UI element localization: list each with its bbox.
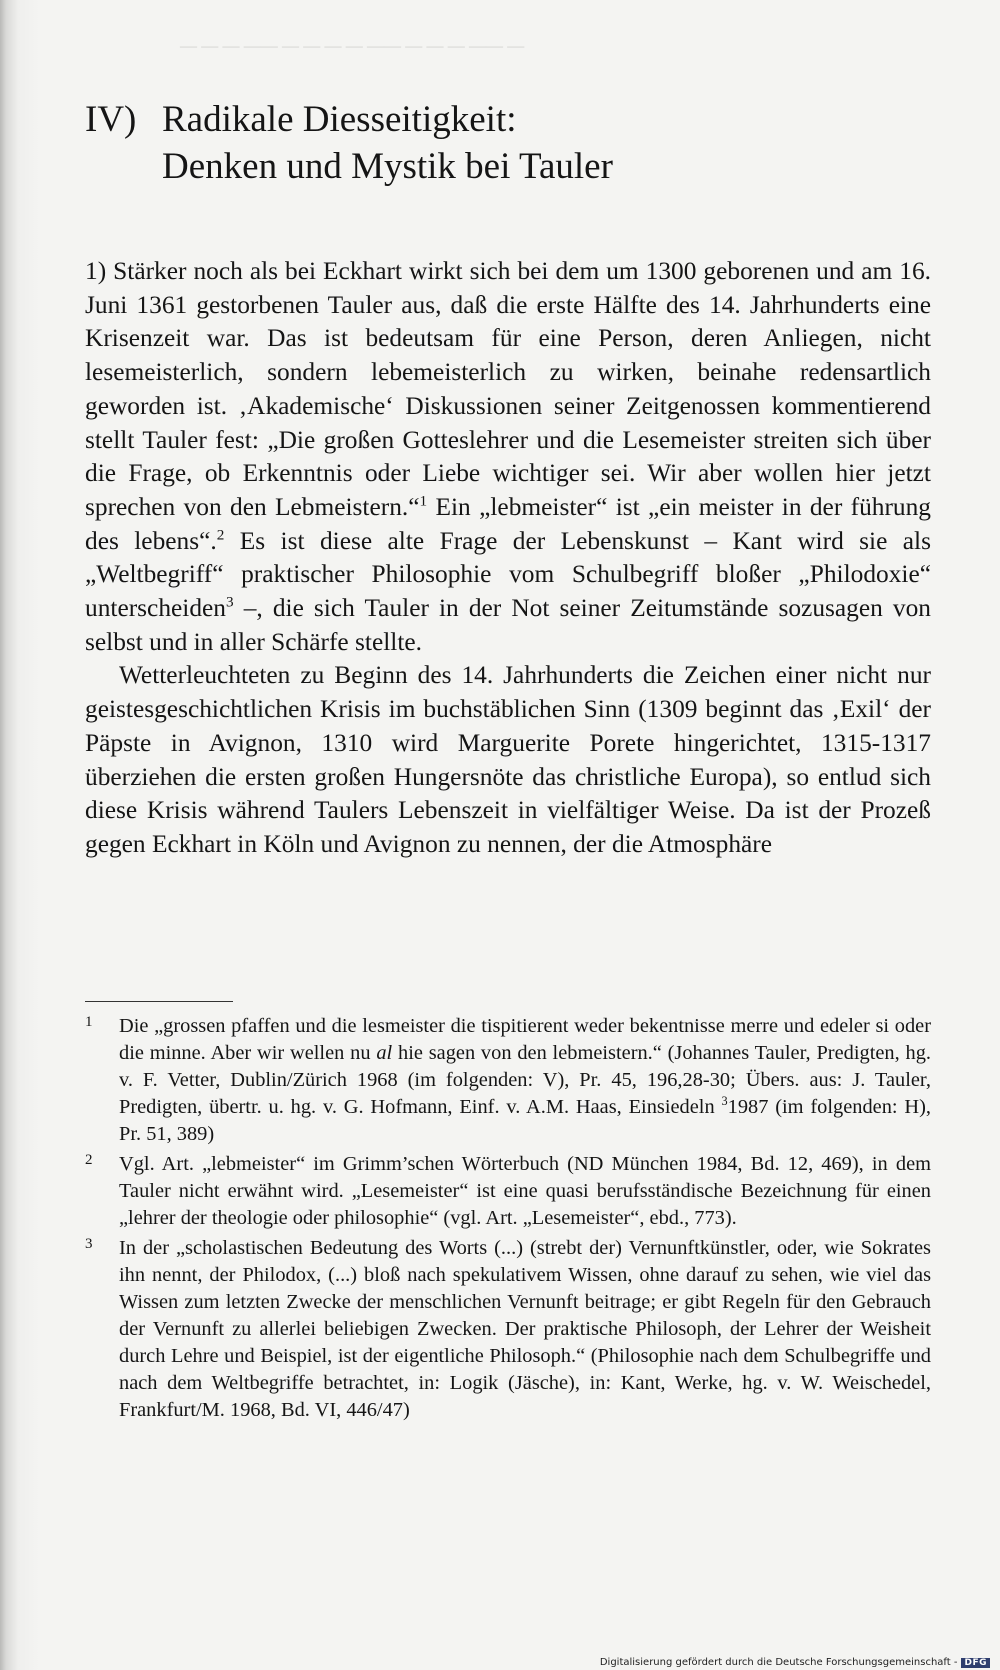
footnote-1-text-b: hie sagen von den lebmeistern.“ (Johannes Tauler, Predigten, hg. v. F. Vetter, Dublin/Zürich 1968 (im folgenden: V), Pr. 45, 196,28-30; Übers. aus: J. Tauler, Predigten, übertr. u. hg. v. G. Hofmann, Einf. v. A.M. Haas, Einsiedeln (119, 1042, 931, 1118)
footnote-1-marker: 1 (85, 1014, 93, 1030)
footnote-ref-3: 3 (226, 593, 234, 611)
footnote-separator (85, 1001, 233, 1002)
footnotes (85, 1013, 931, 1427)
paragraph-1-text-b: Ein „lebmeister“ ist „ein meister in der führung des lebens“. (85, 492, 932, 555)
chapter-heading (85, 96, 613, 190)
body-text (85, 255, 931, 862)
footnote-1-italic: al (376, 1042, 393, 1064)
paragraph-1 (85, 255, 931, 659)
footnote-3 (85, 1235, 931, 1424)
footnote-ref-1: 1 (419, 492, 428, 510)
footnote-1 (85, 1013, 931, 1148)
footnote-1-edition-sup: 3 (721, 1094, 728, 1109)
footnote-1-text-a: Die „grossen pfaffen und die lesmeister die tispitierent weder bekentnisse merre und edeler si oder die minne. Aber wir wellen nu (119, 1015, 931, 1064)
digitization-footer (600, 1657, 990, 1668)
show-through-text: — — — —— — — — — —— — — — —— — (180, 36, 525, 55)
footnote-3-marker: 3 (85, 1236, 93, 1252)
paragraph-1-text-c: Es ist diese alte Frage der Lebenskunst – Kant wird sie als „Weltbegriff“ praktischer Philosophie vom Schulbegriff bloßer „Philodoxie“ unterscheiden (85, 526, 931, 623)
footnote-2 (85, 1151, 931, 1232)
paragraph-2: Wetterleuchteten zu Beginn des 14. Jahrhunderts die Zeichen einer nicht nur geistesgeschichtlichen Krisis im buchstäblichen Sinn (1309 beginnt das ‚Exil‘ der Päpste in Avignon, 1310 wird Marguerite Porete hingerichtet, 1315-1317 überziehen die ersten großen Hungersnöte das christliche Europa), so entlud sich diese Krisis während Taulers Lebenszeit in vielfältiger Weise. Da ist der Prozeß gegen Eckhart in Köln und Avignon zu nennen, der die Atmosphäre (85, 661, 931, 858)
chapter-title-line-1: Radikale Diesseitigkeit: (162, 99, 517, 140)
footer-text: Digitalisierung gefördert durch die Deutsche Forschungsgemeinschaft - (599, 1657, 958, 1668)
footnote-3-text: In der „scholastischen Bedeutung des Worts (...) (strebt der) Vernunftkünstler, oder, wie Sokrates ihn nennt, der Philodox, (...) bloß nach spekulativem Wissen, ohne darauf zu sehen, wie viel das Wissen zum letzten Zwecke der menschlichen Vernunft beitrage; er gibt Regeln für den Gebrauch der Vernunft zu allerlei beliebigen Zwecken. Der praktische Philosoph, der Lehrer der Weisheit durch Lehre und Beispiel, ist der eigentliche Philosoph.“ (Philosophie nach dem Schulbegriffe und nach dem Weltbegriffe betrachtet, in: Logik (Jäsche), in: Kant, Werke, hg. v. W. Weischedel, Frankfurt/M. 1968, Bd. VI, 446/47) (119, 1237, 931, 1421)
paragraph-1-text-a: 1) Stärker noch als bei Eckhart wirkt sich bei dem um 1300 geborenen und am 16. Juni 1361 gestorbenen Tauler aus, daß die erste Hälfte des 14. Jahrhunderts eine Krisenzeit war. Das ist bedeutsam für eine Person, deren Anliegen, nicht lesemeisterlich, sondern lebemeisterlich zu wirken, beinahe redensartlich geworden ist. ‚Akademische‘ Diskussionen seiner Zeitgenossen kommentierend stellt Tauler fest: „Die großen Gotteslehrer und die Lesemeister streiten sich über die Frage, ob Erkenntnis oder Liebe wichtiger sei. Wir aber wollen hier jetzt sprechen von den Lebmeistern.“ (85, 257, 931, 521)
footnote-2-text: Vgl. Art. „lebmeister“ im Grimm’schen Wörterbuch (ND München 1984, Bd. 12, 469), in dem Tauler nicht erwähnt wird. „Lesemeister“ ist eine quasi berufsständische Bezeichnung für einen „lehrer der theologie oder philosophie“ (vgl. Art. „Lesemeister“, ebd., 773). (119, 1153, 931, 1229)
footnote-1-text-c: 1987 (im folgenden: H), Pr. 51, 389) (119, 1096, 932, 1145)
footnote-ref-2: 2 (216, 526, 225, 544)
chapter-number: IV) (85, 99, 137, 140)
chapter-title-line-2: Denken und Mystik bei Tauler (162, 146, 613, 187)
paragraph-1-text-d: –, die sich Tauler in der Not seiner Zeitumstände sozusagen von selbst und in aller Schärfe stellte. (85, 594, 931, 656)
dfg-logo: DFG (961, 1658, 990, 1668)
footnote-2-marker: 2 (85, 1152, 93, 1168)
